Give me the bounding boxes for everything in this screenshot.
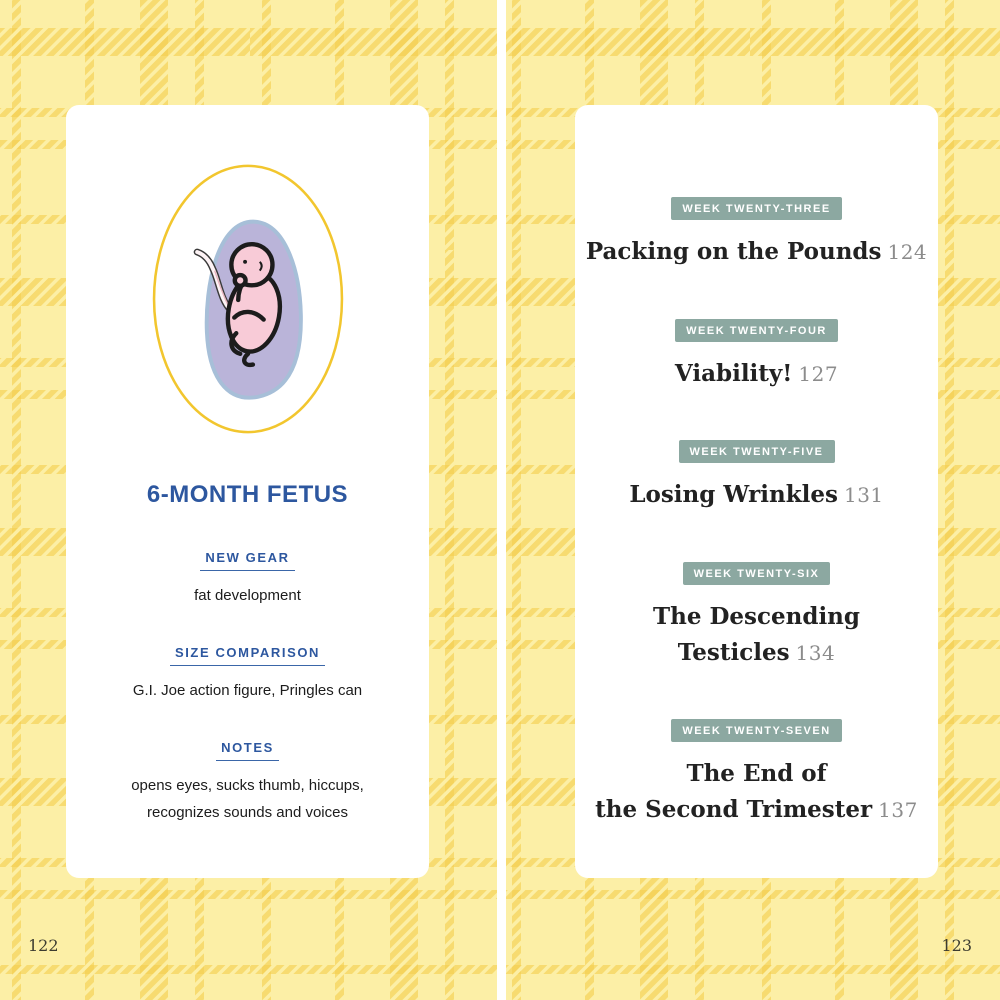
week-badge: WEEK TWENTY-SIX [683,562,831,585]
entry-page-number: 124 [887,240,928,264]
right-folio-page-number: 123 [941,936,972,955]
entry-page-number: 137 [878,797,918,822]
entry-title [575,756,938,827]
page-title: 6-MONTH FETUS [146,481,349,508]
section-text-line: opens eyes, sucks thumb, hiccups, [131,776,364,794]
left-page-card [66,105,429,878]
entry-title-text: Packing on the Pounds [585,238,882,265]
section-new-gear [66,549,429,610]
week-badge: WEEK TWENTY-SEVEN [671,719,841,742]
section-text [66,772,429,828]
left-folio-page-number: 122 [28,936,59,955]
toc-entry [575,562,938,670]
week-badge: WEEK TWENTY-FIVE [679,440,835,463]
week-badge: WEEK TWENTY-THREE [671,197,841,220]
entry-page-number: 134 [795,640,836,665]
entry-title [575,234,938,270]
section-text-line: G.I. Joe action figure, Pringles can [132,681,363,699]
section-text-line: recognizes sounds and voices [147,804,348,822]
entry-title-text: the Second Trimester [595,795,873,823]
entry-title [575,477,938,513]
entry-title [575,599,938,670]
section-label: NOTES [216,740,279,761]
section-size-comparison [66,644,429,705]
right-page-card [575,105,938,878]
entry-title-text: The Descending Testicles [653,602,860,666]
section-text [66,582,429,610]
page-gutter-divider [497,0,506,1000]
entry-title-text: Viability! [674,359,793,387]
entry-page-number: 127 [798,361,839,386]
section-label: SIZE COMPARISON [170,645,325,666]
fetus-in-womb-illustration [150,161,346,437]
entry-page-number: 131 [843,483,884,508]
toc-entry [575,197,938,270]
entry-title-text: The End of [686,760,827,788]
section-text [66,677,429,705]
entry-title-text: Losing Wrinkles [629,481,838,509]
week-badge: WEEK TWENTY-FOUR [675,319,838,342]
section-label: NEW GEAR [200,550,294,571]
entry-title [575,356,938,392]
section-notes [66,739,429,828]
toc-entry [575,319,938,392]
section-text-line: fat development [194,587,301,604]
toc-entry [575,719,938,827]
toc-entry [575,440,938,513]
